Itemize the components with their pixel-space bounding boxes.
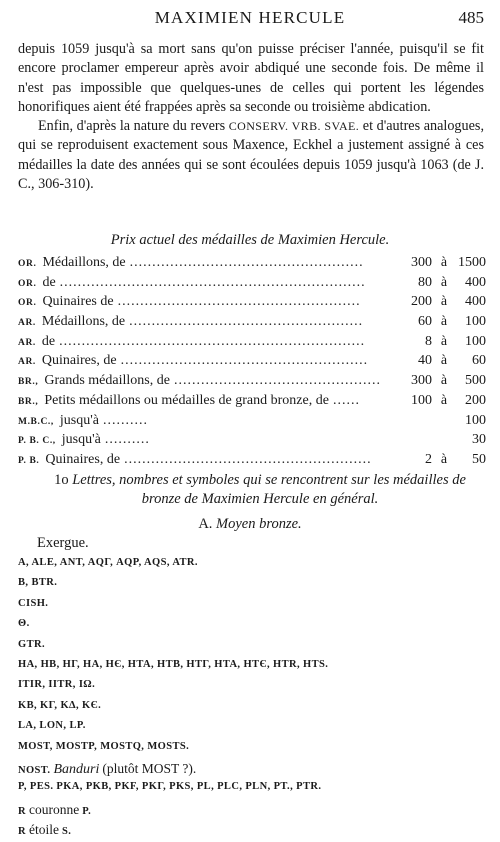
price-to: 100 [465,412,486,428]
revers-legend: CONSERV. VRB. SVAE. [228,119,360,134]
legend-item: A, ALE, ANT, AQΓ, AQP, AQS, ATR. [18,557,198,568]
price-label: de [42,274,56,290]
price-a: à [440,353,448,369]
exergue-label: Exergue. [37,535,89,551]
price-from: 300 [411,373,432,389]
price-metal: M.B.C., [18,416,54,427]
price-from: 100 [411,392,432,408]
price-to: 60 [472,353,486,369]
price-label: de [41,333,56,349]
price-leader-dots: ...... [332,392,360,408]
paragraph-2 [18,117,484,194]
price-label: jusqu'à [61,432,101,448]
price-metal: BR., [18,396,39,407]
price-to: 100 [465,333,486,349]
legend-item-p: P, PES. PKA, PKB, PKF, PKΓ, PKS, PL, PLC, PLN, PT., PTR. [18,781,322,793]
price-to: 400 [465,274,486,290]
price-label: Quinaires, de [45,451,121,467]
paragraph-1: depuis 1059 jusqu'à sa mort sans qu'on puisse préciser l'année, puisqu'il se fit encore proclamer empereur après avoir abdiqué une seconde fois. De même il n'est pas impossible que quelques-unes de celles qui portent les légendes honorifiques aient été frappées après sa seconde ou troisième abdication. [18,41,484,115]
price-to: 100 [465,314,486,330]
price-label: Quinaires de [42,294,114,310]
legend-item-banduri: NOST. Banduri (plutôt MOST ?). [18,760,197,777]
price-from: 40 [418,353,432,369]
legend-item: CISH. [18,597,49,609]
subsection-title [0,516,500,533]
price-leader-dots: .......... [104,432,150,448]
price-row [18,275,486,295]
price-label: Médaillons, de [42,255,126,270]
price-label: Quinaires, de [41,353,117,369]
legend-item: MOST, MOSTP, MOSTQ, MOSTS. [18,740,190,752]
price-a: à [440,392,448,408]
price-leader-dots: .................................................... [129,255,364,270]
price-from: 60 [418,314,432,330]
section-number: 1o [54,472,69,488]
price-a: à [440,274,448,290]
price-from: 300 [411,255,432,270]
page-header [0,8,500,30]
price-leader-dots: .................................................................... [59,274,366,290]
price-a: à [440,451,448,467]
legend-item: ITIR, IITR, IΩ. [18,679,96,691]
page-number: 485 [458,8,484,27]
price-row [18,393,486,413]
price-metal: OR. [18,278,37,289]
legend-item-etoile: R étoile S. [18,822,72,838]
price-row [18,294,486,314]
price-a: à [440,314,448,330]
paragraph-2-after: et d'autres analogues, qui se reproduisent exactement sous Maxence, Eckhel a justement assigné à ces médailles la date des années qui se sont écoulées depuis 1059 jusqu'à 1063 (de J. C., 306-310). [18,118,484,193]
section-title [40,471,480,509]
price-label: Petits médaillons ou médailles de grand bronze, de [44,392,329,408]
price-from: 80 [418,274,432,290]
legend-item: Θ. [18,618,30,630]
price-label: Médaillons, de [41,314,126,330]
legend-item: KB, KΓ, KΔ, KЄ. [18,699,102,711]
price-row [18,373,486,393]
price-row [18,413,486,433]
price-to: 400 [465,294,486,310]
legend-item: GTR. [18,638,45,650]
price-leader-dots: .......... [102,412,148,428]
running-title: MAXIMIEN HERCULE [154,8,346,27]
price-metal: P. B. C., [18,436,56,447]
price-table [18,255,486,472]
price-leader-dots: .............................................. [173,373,381,389]
paragraph-2-before: Enfin, d'après la nature du revers [38,118,226,135]
section-title-text: Lettres, nombres et symboles qui se rencontrent sur les médailles de bronze de Maximien Hercule en général. [72,472,466,507]
price-metal: OR. [18,259,37,269]
price-leader-dots: ...................................................... [117,294,361,310]
legend-item: B, BTR. [18,577,58,589]
price-to: 1500 [458,255,486,270]
price-a: à [440,373,448,389]
price-label: Grands médaillons, de [44,373,170,389]
price-row [18,255,486,275]
price-a: à [440,294,448,310]
price-leader-dots: ....................................................... [120,353,369,369]
price-leader-dots: .................................................... [129,314,364,330]
body-text [18,40,484,194]
price-row [18,314,486,334]
subsection-letter: A. [198,516,213,532]
price-metal: BR., [18,377,39,388]
legend-item-couronne: R couronne P. [18,801,92,817]
price-metal: AR. [18,318,36,329]
price-to: 50 [472,451,486,467]
price-label: jusqu'à [59,412,99,428]
legend-item: HA, HB, HΓ, HA, HЄ, HTA, HTB, HTΓ, HTA, HTЄ, HTR, HTS. [18,658,329,670]
price-metal: AR. [18,337,36,348]
legend-list [18,557,488,842]
price-from: 8 [425,333,432,349]
price-metal: AR. [18,357,36,368]
prix-title: Prix actuel des médailles de Maximien Hercule. [110,232,390,248]
price-from: 200 [411,294,432,310]
price-leader-dots: ....................................................... [124,451,372,467]
price-to: 200 [465,392,486,408]
price-metal: OR. [18,298,37,309]
price-to: 30 [472,432,486,448]
price-row [18,334,486,354]
price-row [18,432,486,452]
price-a: à [440,255,448,270]
price-leader-dots: .................................................................... [59,333,366,349]
price-row [18,353,486,373]
price-metal: P. B. [18,455,40,466]
price-row [18,452,486,472]
legend-item: LA, LON, LP. [18,720,86,732]
subsection-title-text: Moyen bronze. [216,516,302,532]
price-a: à [440,333,448,349]
price-from: 2 [425,451,432,467]
price-to: 500 [465,373,486,389]
